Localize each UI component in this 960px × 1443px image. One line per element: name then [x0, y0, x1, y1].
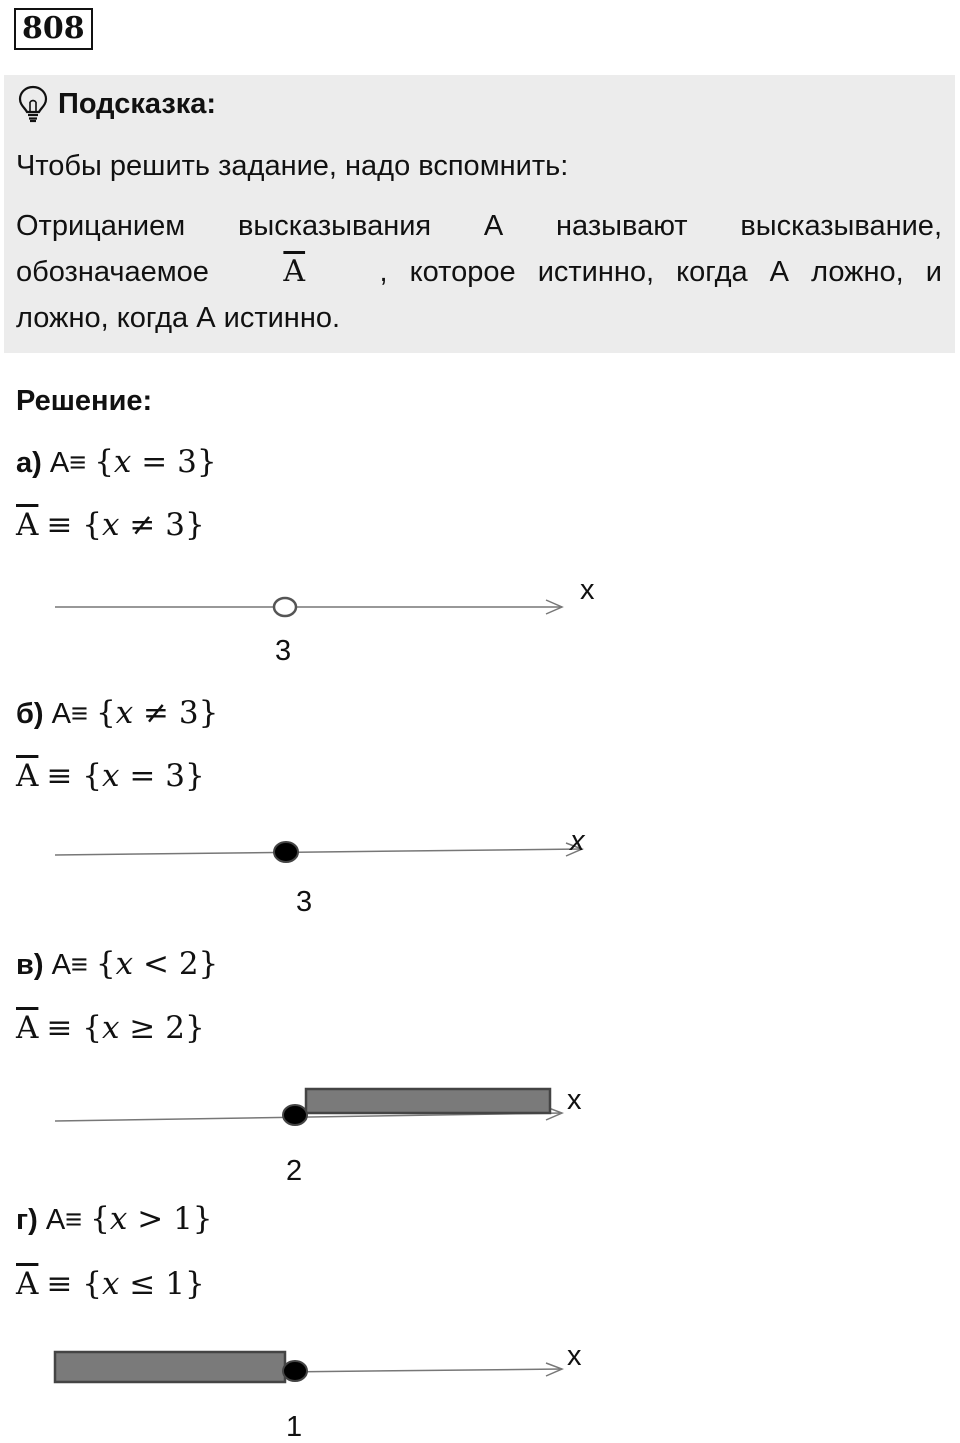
axis-label: x	[580, 574, 595, 606]
hint-definition	[16, 203, 942, 341]
hint-line-3: ложно, когда А истинно.	[16, 302, 341, 334]
negation-math: ≡ {x ≥ 2}	[46, 1010, 205, 1046]
point-label: 2	[286, 1155, 303, 1187]
axis-line	[280, 1369, 562, 1372]
hint-title-text: Подсказка:	[58, 88, 217, 120]
number-line-c	[0, 1070, 960, 1190]
shaded-region	[306, 1089, 550, 1113]
part-d-negation	[16, 1262, 205, 1306]
number-line-b	[0, 810, 960, 925]
statement-math: {x ≠ 3}	[95, 695, 219, 731]
axis-label: x	[570, 825, 585, 857]
hint-intro: Чтобы решить задание, надо вспомнить:	[16, 150, 569, 182]
part-b-statement	[16, 691, 218, 735]
lightbulb-icon	[18, 85, 48, 123]
statement-math: {x = 3}	[94, 444, 217, 480]
open-point	[274, 598, 296, 616]
axis-label: x	[567, 1084, 582, 1116]
solution-heading: Решение:	[16, 385, 153, 417]
task-number: 808	[14, 8, 93, 50]
part-label: г)	[16, 1204, 38, 1236]
number-line-d	[0, 1325, 960, 1443]
part-label: в)	[16, 949, 44, 981]
part-c-statement	[16, 942, 218, 986]
part-c-negation	[16, 1006, 205, 1050]
negation-symbol: $\overline{A}$	[16, 507, 39, 543]
statement-prefix: A≡	[45, 1204, 83, 1236]
axis-line	[55, 849, 582, 855]
hint-line-2-start: обозначаемое	[16, 256, 209, 288]
number-line-a	[0, 560, 960, 675]
filled-point	[283, 1105, 307, 1125]
point-label: 3	[275, 635, 292, 667]
axis-label: x	[567, 1340, 582, 1372]
statement-prefix: A≡	[51, 949, 88, 981]
hint-line-2-end: , которое истинно, когда А ложно, и	[379, 256, 942, 288]
part-label: а)	[16, 447, 42, 479]
negation-symbol: $\overline{A}$	[16, 758, 39, 794]
filled-point	[283, 1361, 307, 1381]
part-a-negation	[16, 503, 205, 547]
statement-prefix: A≡	[51, 698, 88, 730]
point-label: 3	[296, 886, 313, 918]
shaded-region	[55, 1352, 285, 1382]
negation-symbol: $\overline{A}$	[16, 1266, 39, 1302]
filled-point	[274, 842, 298, 862]
statement-math: {x > 1}	[90, 1201, 213, 1237]
part-d-statement	[16, 1197, 213, 1241]
negation-symbol: $\overline{A}$	[283, 254, 306, 289]
negation-symbol: $\overline{A}$	[16, 1010, 39, 1046]
hint-line-2	[16, 249, 942, 295]
part-a-statement	[16, 440, 217, 484]
statement-prefix: A≡	[49, 447, 87, 479]
statement-math: {x < 2}	[95, 946, 219, 982]
negation-math: ≡ {x ≤ 1}	[46, 1266, 205, 1302]
point-label: 1	[286, 1411, 303, 1443]
part-label: б)	[16, 698, 44, 730]
hint-line-1: Отрицанием высказывания А называют высказывание,	[16, 210, 942, 242]
hint-title	[18, 86, 216, 122]
negation-math: ≡ {x ≠ 3}	[46, 507, 205, 543]
part-b-negation	[16, 754, 205, 798]
negation-math: ≡ {x = 3}	[46, 758, 205, 794]
